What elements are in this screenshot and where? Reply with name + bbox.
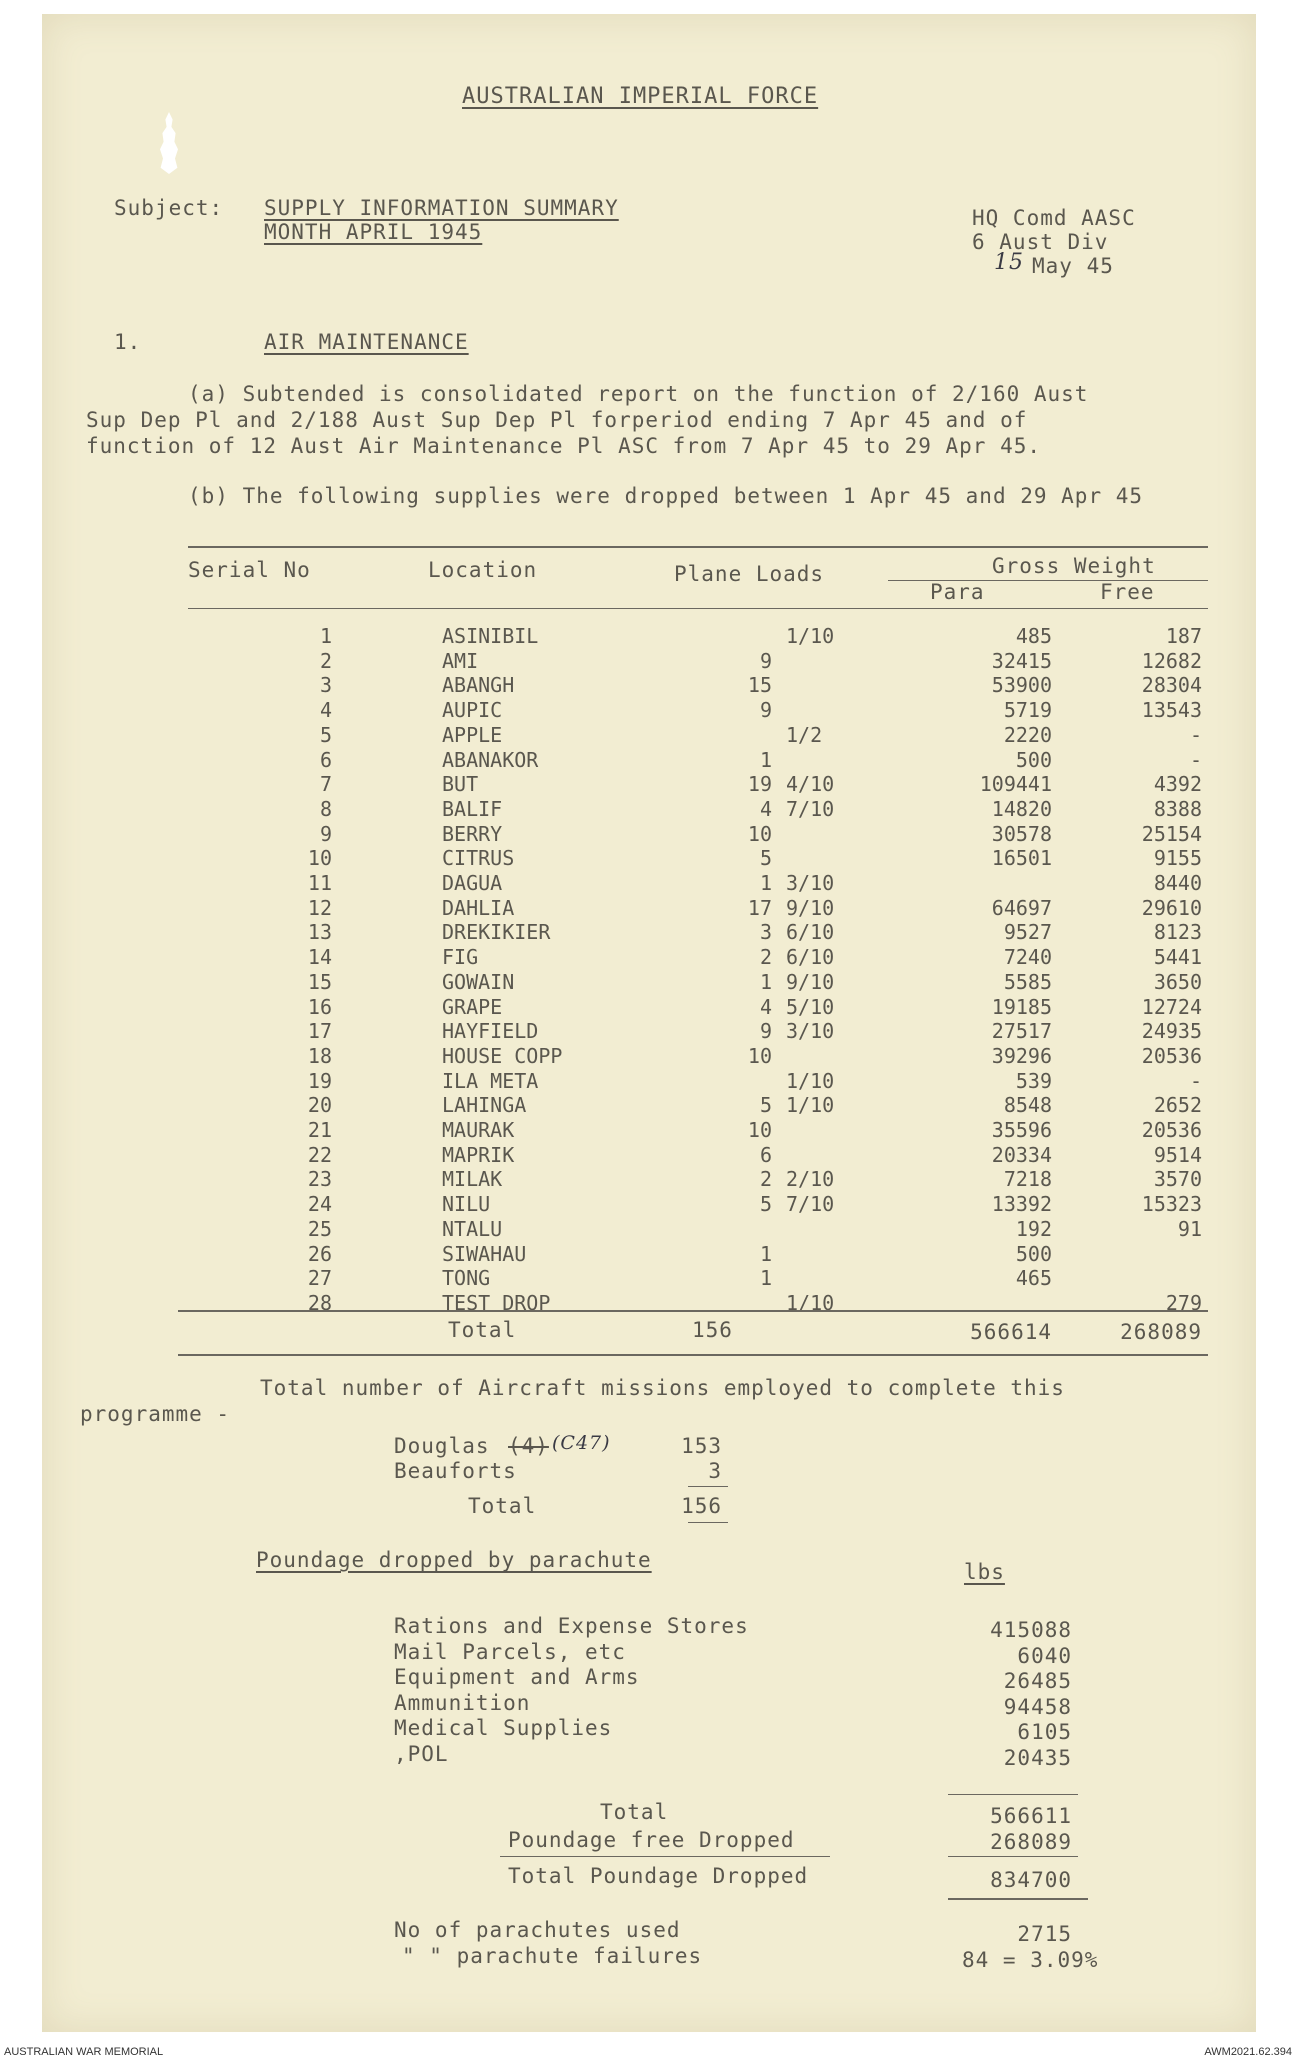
cell-free-weight: 15323 bbox=[1141, 1192, 1202, 1217]
cell-plane-loads: 9 bbox=[759, 698, 772, 723]
cell-free-weight: 13543 bbox=[1141, 698, 1202, 723]
section-number: 1. bbox=[114, 330, 142, 354]
cell-free-weight: - bbox=[1189, 747, 1202, 772]
cell-para-weight: 8548 bbox=[1003, 1093, 1052, 1118]
cell-location: ASINIBIL bbox=[442, 624, 539, 648]
cell-serial-no: 1 bbox=[319, 624, 332, 648]
cell-plane-loads: 4 bbox=[759, 994, 772, 1019]
cell-location: MAPRIK bbox=[442, 1142, 515, 1167]
cell-para-weight: 109441 bbox=[979, 772, 1052, 797]
cell-para-weight: 14820 bbox=[991, 796, 1052, 821]
poundage-item-label: Rations and Expense Stores bbox=[394, 1614, 749, 1638]
cell-plane-loads: 5 bbox=[759, 1093, 772, 1118]
cell-plane-loads-fraction: 4/10 bbox=[786, 772, 835, 797]
document-page bbox=[42, 14, 1256, 2032]
cell-serial-no: 17 bbox=[307, 1019, 332, 1044]
aircraft-beauforts-name: Beauforts bbox=[394, 1459, 517, 1483]
poundage-list bbox=[42, 14, 1256, 2032]
total-dropped: 834700 bbox=[990, 1868, 1072, 1892]
poundage-item-value: 94458 bbox=[1003, 1694, 1072, 1719]
cell-plane-loads-fraction: 9/10 bbox=[786, 895, 835, 920]
cell-serial-no: 2 bbox=[319, 648, 332, 673]
cell-serial-no: 28 bbox=[307, 1290, 332, 1315]
cell-location: DREKIKIER bbox=[442, 920, 551, 945]
poundage-item-value: 26485 bbox=[1003, 1669, 1072, 1693]
poundage-item-value: 6105 bbox=[1017, 1720, 1072, 1744]
col-head-para: Para bbox=[930, 580, 985, 604]
cell-free-weight: 3650 bbox=[1153, 969, 1202, 994]
cell-location: SIWAHAU bbox=[442, 1241, 527, 1266]
from-line-2: 6 Aust Div bbox=[972, 230, 1109, 254]
cell-para-weight: 30578 bbox=[991, 821, 1052, 846]
col-head-gross-weight: Gross Weight bbox=[992, 554, 1156, 578]
cell-free-weight: 20536 bbox=[1141, 1043, 1202, 1068]
cell-free-weight: 24935 bbox=[1141, 1019, 1202, 1044]
cell-plane-loads-fraction: 9/10 bbox=[786, 969, 835, 994]
subject-label: Subject: bbox=[114, 196, 224, 220]
cell-plane-loads: 4 bbox=[759, 796, 772, 821]
cell-free-weight: 187 bbox=[1165, 624, 1202, 648]
aircraft-douglas-struck: (4) bbox=[508, 1434, 549, 1458]
cell-plane-loads: 3 bbox=[759, 920, 772, 945]
cell-plane-loads: 19 bbox=[747, 772, 772, 797]
cell-para-weight: 7240 bbox=[1003, 945, 1052, 970]
cell-plane-loads-fraction: 1/10 bbox=[786, 624, 835, 648]
cell-location: BALIF bbox=[442, 796, 503, 821]
total-dropped-label: Total Poundage Dropped bbox=[508, 1864, 809, 1888]
cell-free-weight: 279 bbox=[1165, 1290, 1202, 1315]
poundage-item-label: Medical Supplies bbox=[394, 1716, 613, 1740]
cell-location: CITRUS bbox=[442, 846, 515, 871]
cell-para-weight: 5719 bbox=[1003, 698, 1052, 723]
cell-plane-loads-fraction: 7/10 bbox=[786, 796, 835, 821]
cell-para-weight: 13392 bbox=[991, 1192, 1052, 1217]
cell-plane-loads-fraction: 3/10 bbox=[786, 1019, 835, 1044]
cell-free-weight: 8388 bbox=[1153, 796, 1202, 821]
cell-plane-loads: 15 bbox=[747, 673, 772, 698]
cell-plane-loads: 10 bbox=[747, 1118, 772, 1142]
cell-plane-loads: 17 bbox=[747, 895, 772, 920]
poundage-title: Poundage dropped by parachute bbox=[256, 1548, 652, 1572]
cell-free-weight: 8440 bbox=[1153, 871, 1202, 895]
table-total-label: Total bbox=[448, 1318, 517, 1342]
cell-location: ABANGH bbox=[442, 673, 515, 698]
poundage-item-value: 6040 bbox=[1017, 1643, 1072, 1668]
cell-para-weight: 19185 bbox=[991, 994, 1052, 1019]
cell-serial-no: 21 bbox=[307, 1118, 332, 1142]
cell-location: GRAPE bbox=[442, 994, 503, 1019]
cell-plane-loads-fraction: 1/10 bbox=[786, 1290, 835, 1315]
parachutes-used-label: No of parachutes used bbox=[394, 1918, 681, 1942]
date-rest: May 45 bbox=[1032, 254, 1114, 278]
cell-plane-loads: 9 bbox=[759, 648, 772, 673]
cell-serial-no: 12 bbox=[307, 895, 332, 920]
from-line-1: HQ Comd AASC bbox=[972, 206, 1136, 230]
cell-free-weight: - bbox=[1189, 722, 1202, 747]
cell-plane-loads: 1 bbox=[759, 871, 772, 895]
cell-location: MAURAK bbox=[442, 1118, 515, 1142]
cell-para-weight: 539 bbox=[1015, 1068, 1052, 1093]
para-a-line-2: Sup Dep Pl and 2/188 Aust Sup Dep Pl forperiod ending 7 Apr 45 and of bbox=[86, 408, 1028, 432]
cell-serial-no: 25 bbox=[307, 1216, 332, 1241]
cell-free-weight: 8123 bbox=[1153, 920, 1202, 945]
cell-serial-no: 22 bbox=[307, 1142, 332, 1167]
cell-location: DAGUA bbox=[442, 871, 503, 895]
poundage-total: 566611 bbox=[990, 1804, 1072, 1828]
cell-plane-loads: 2 bbox=[759, 1167, 772, 1192]
cell-plane-loads-fraction: 3/10 bbox=[786, 871, 835, 895]
aircraft-beauforts-count: 3 bbox=[708, 1459, 722, 1483]
cell-para-weight: 7218 bbox=[1003, 1167, 1052, 1192]
free-dropped: 268089 bbox=[990, 1830, 1072, 1854]
cell-para-weight: 20334 bbox=[991, 1142, 1052, 1167]
cell-location: DAHLIA bbox=[442, 895, 515, 920]
col-head-plane-loads: Plane Loads bbox=[674, 562, 825, 586]
cell-plane-loads: 1 bbox=[759, 1241, 772, 1266]
poundage-sum-rule bbox=[948, 1794, 1078, 1795]
total-dropped-rule-left bbox=[500, 1856, 830, 1857]
cell-serial-no: 19 bbox=[307, 1068, 332, 1093]
cell-serial-no: 9 bbox=[319, 821, 332, 846]
cell-para-weight: 64697 bbox=[991, 895, 1052, 920]
section-title: AIR MAINTENANCE bbox=[264, 330, 469, 354]
cell-plane-loads-fraction: 1/10 bbox=[786, 1093, 835, 1118]
cell-plane-loads: 10 bbox=[747, 1043, 772, 1068]
cell-location: HOUSE COPP bbox=[442, 1043, 563, 1068]
cell-serial-no: 3 bbox=[319, 673, 332, 698]
cell-serial-no: 18 bbox=[307, 1043, 332, 1068]
cell-free-weight: 2652 bbox=[1153, 1093, 1202, 1118]
cell-para-weight: 485 bbox=[1015, 624, 1052, 648]
aircraft-total-label: Total bbox=[468, 1494, 537, 1518]
cell-serial-no: 20 bbox=[307, 1093, 332, 1118]
cell-para-weight: 465 bbox=[1015, 1266, 1052, 1291]
cell-para-weight: 500 bbox=[1015, 1241, 1052, 1266]
cell-para-weight: 39296 bbox=[991, 1043, 1052, 1068]
cell-serial-no: 16 bbox=[307, 994, 332, 1019]
cell-free-weight: 4392 bbox=[1153, 772, 1202, 797]
cell-free-weight: 20536 bbox=[1141, 1118, 1202, 1142]
cell-location: AUPIC bbox=[442, 698, 503, 723]
cell-plane-loads: 2 bbox=[759, 945, 772, 970]
free-dropped-label: Poundage free Dropped bbox=[508, 1828, 795, 1852]
aircraft-douglas-note: (C47) bbox=[552, 1432, 611, 1454]
cell-plane-loads-fraction: 7/10 bbox=[786, 1192, 835, 1217]
cell-free-weight: 28304 bbox=[1141, 673, 1202, 698]
cell-para-weight: 500 bbox=[1015, 747, 1052, 772]
footer-accession: AWM2021.62.394 bbox=[1204, 2046, 1292, 2058]
cell-free-weight: 9514 bbox=[1153, 1142, 1202, 1167]
table-total-free: 268089 bbox=[1120, 1320, 1202, 1344]
aircraft-total: 156 bbox=[681, 1494, 722, 1518]
cell-plane-loads: 6 bbox=[759, 1142, 772, 1167]
cell-para-weight: 16501 bbox=[991, 846, 1052, 871]
cell-serial-no: 13 bbox=[307, 920, 332, 945]
poundage-item-label: Ammunition bbox=[394, 1690, 531, 1715]
parachute-failures: 84 = 3.09% bbox=[962, 1948, 1099, 1972]
poundage-item-label: Mail Parcels, etc bbox=[394, 1639, 626, 1664]
cell-plane-loads: 1 bbox=[759, 969, 772, 994]
cell-serial-no: 14 bbox=[307, 945, 332, 970]
col-head-serial: Serial No bbox=[188, 558, 311, 582]
cell-plane-loads-fraction: 6/10 bbox=[786, 945, 835, 970]
cell-serial-no: 7 bbox=[319, 772, 332, 797]
poundage-item-value: 20435 bbox=[1003, 1745, 1072, 1770]
missions-line-1: Total number of Aircraft missions employed to complete this bbox=[260, 1376, 1065, 1400]
parachutes-used: 2715 bbox=[1017, 1922, 1072, 1946]
cell-serial-no: 6 bbox=[319, 747, 332, 772]
cell-serial-no: 8 bbox=[319, 796, 332, 821]
total-dropped-underline bbox=[948, 1898, 1088, 1900]
cell-para-weight: 9527 bbox=[1003, 920, 1052, 945]
cell-location: APPLE bbox=[442, 722, 503, 747]
cell-location: GOWAIN bbox=[442, 969, 515, 994]
poundage-item-label: ,POL bbox=[394, 1741, 449, 1766]
cell-plane-loads: 1 bbox=[759, 1266, 772, 1291]
subject-line-2: MONTH APRIL 1945 bbox=[264, 220, 483, 244]
cell-plane-loads-fraction: 1/2 bbox=[786, 722, 823, 747]
subject-line-1: SUPPLY INFORMATION SUMMARY bbox=[264, 196, 619, 220]
missions-line-2: programme - bbox=[80, 1402, 231, 1426]
cell-para-weight: 2220 bbox=[1003, 722, 1052, 747]
cell-serial-no: 11 bbox=[307, 871, 332, 895]
poundage-total-label: Total bbox=[600, 1800, 669, 1824]
cell-free-weight: 29610 bbox=[1141, 895, 1202, 920]
cell-location: ILA META bbox=[442, 1068, 539, 1093]
cell-location: FIG bbox=[442, 945, 479, 970]
cell-serial-no: 23 bbox=[307, 1167, 332, 1192]
col-head-location: Location bbox=[428, 558, 538, 582]
cell-para-weight: 192 bbox=[1015, 1216, 1052, 1241]
para-b: (b) The following supplies were dropped between 1 Apr 45 and 29 Apr 45 bbox=[188, 484, 1144, 508]
cell-para-weight: 53900 bbox=[991, 673, 1052, 698]
cell-plane-loads-fraction: 6/10 bbox=[786, 920, 835, 945]
cell-location: AMI bbox=[442, 648, 479, 673]
total-dropped-rule-right bbox=[948, 1856, 1078, 1857]
cell-serial-no: 10 bbox=[307, 846, 332, 871]
cell-location: NTALU bbox=[442, 1216, 503, 1241]
aircraft-douglas-name: Douglas bbox=[394, 1434, 490, 1458]
cell-plane-loads-fraction: 5/10 bbox=[786, 994, 835, 1019]
cell-para-weight: 5585 bbox=[1003, 969, 1052, 994]
cell-serial-no: 5 bbox=[319, 722, 332, 747]
cell-location: TONG bbox=[442, 1266, 491, 1291]
poundage-item-label: Equipment and Arms bbox=[394, 1665, 640, 1689]
cell-plane-loads: 1 bbox=[759, 747, 772, 772]
cell-plane-loads: 10 bbox=[747, 821, 772, 846]
cell-serial-no: 26 bbox=[307, 1241, 332, 1266]
cell-location: ABANAKOR bbox=[442, 747, 539, 772]
cell-location: BUT bbox=[442, 772, 479, 797]
cell-plane-loads: 5 bbox=[759, 1192, 772, 1217]
cell-free-weight: 9155 bbox=[1153, 846, 1202, 871]
cell-location: TEST DROP bbox=[442, 1290, 551, 1315]
cell-serial-no: 4 bbox=[319, 698, 332, 723]
col-head-free: Free bbox=[1100, 580, 1155, 604]
cell-location: BERRY bbox=[442, 821, 503, 846]
footer-credit: AUSTRALIAN WAR MEMORIAL bbox=[4, 2046, 164, 2058]
para-a-line-3: function of 12 Aust Air Maintenance Pl ASC from 7 Apr 45 to 29 Apr 45. bbox=[86, 434, 1042, 458]
lbs-label: lbs bbox=[964, 1560, 1005, 1584]
cell-free-weight: 91 bbox=[1177, 1216, 1202, 1241]
table-total-para: 566614 bbox=[970, 1320, 1052, 1344]
cell-free-weight: 25154 bbox=[1141, 821, 1202, 846]
cell-para-weight: 32415 bbox=[991, 648, 1052, 673]
cell-serial-no: 27 bbox=[307, 1266, 332, 1291]
cell-plane-loads-fraction: 2/10 bbox=[786, 1167, 835, 1192]
date-day-handwritten: 15 bbox=[994, 250, 1024, 275]
cell-free-weight: - bbox=[1189, 1068, 1202, 1093]
cell-free-weight: 3570 bbox=[1153, 1167, 1202, 1192]
table-total-loads: 156 bbox=[692, 1318, 733, 1342]
cell-para-weight: 35596 bbox=[991, 1118, 1052, 1142]
cell-free-weight: 12682 bbox=[1141, 648, 1202, 673]
cell-free-weight: 12724 bbox=[1141, 994, 1202, 1019]
cell-plane-loads: 5 bbox=[759, 846, 772, 871]
aircraft-douglas-count: 153 bbox=[681, 1434, 722, 1458]
cell-location: HAYFIELD bbox=[442, 1019, 539, 1044]
cell-para-weight: 27517 bbox=[991, 1019, 1052, 1044]
header-title: AUSTRALIAN IMPERIAL FORCE bbox=[462, 84, 819, 109]
cell-location: LAHINGA bbox=[442, 1093, 527, 1118]
cell-plane-loads: 9 bbox=[759, 1019, 772, 1044]
para-a-line-1: (a) Subtended is consolidated report on the function of 2/160 Aust bbox=[188, 382, 1089, 406]
cell-free-weight: 5441 bbox=[1153, 945, 1202, 970]
cell-plane-loads-fraction: 1/10 bbox=[786, 1068, 835, 1093]
parachute-failures-label: " " parachute failures bbox=[402, 1944, 703, 1968]
cell-serial-no: 15 bbox=[307, 969, 332, 994]
cell-location: NILU bbox=[442, 1192, 491, 1217]
poundage-item-value: 415088 bbox=[990, 1618, 1072, 1642]
cell-serial-no: 24 bbox=[307, 1192, 332, 1217]
cell-location: MILAK bbox=[442, 1167, 503, 1192]
